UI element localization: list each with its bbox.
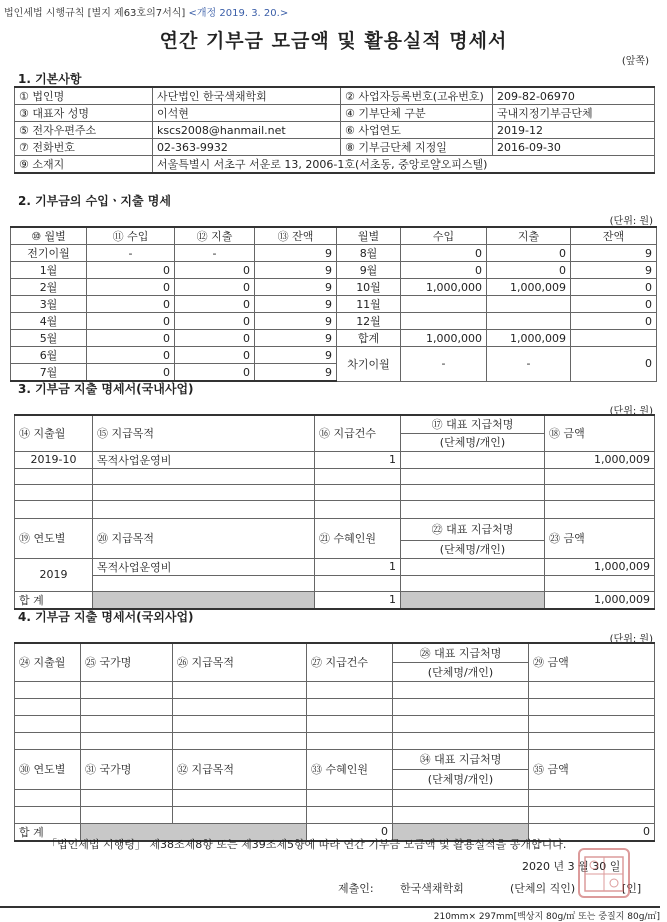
total-balance (571, 330, 657, 347)
header-count: ㉗ 지급건수 (307, 643, 393, 681)
empty-cell (307, 806, 393, 823)
header-expense-month: ㉔ 지출월 (15, 643, 81, 681)
section-basic-title: 1. 기본사항 (18, 72, 82, 86)
empty-cell (15, 789, 81, 806)
total-count: 1 (315, 591, 401, 609)
month: 11월 (337, 296, 401, 313)
basic-row (15, 139, 655, 156)
month: 4월 (11, 313, 87, 330)
domestic-unit: (단위: 원) (609, 406, 653, 417)
empty-cell (93, 484, 315, 500)
header-expense-month: ⑭ 지출월 (15, 415, 93, 451)
empty-cell (93, 575, 315, 591)
paper-spec: 210mm× 297mm[백상지 80g/㎡ 또는 중질지 80g/㎡] (0, 906, 660, 922)
expense-value: 0 (487, 262, 571, 279)
basic-row (15, 122, 655, 139)
purpose: 목적사업운영비 (93, 558, 315, 575)
empty-cell (93, 468, 315, 484)
domestic-header-row (15, 518, 655, 540)
empty-cell (81, 806, 173, 823)
empty-cell (393, 789, 529, 806)
total-income: 1,000,000 (401, 330, 487, 347)
total-amount: 0 (529, 823, 655, 841)
total-count: 0 (307, 823, 393, 841)
empty-cell (173, 681, 307, 698)
expense-value: - (175, 245, 255, 262)
header-beneficiaries: ㉑ 수혜인원 (315, 518, 401, 558)
month: 12월 (337, 313, 401, 330)
expense-value: 1,000,009 (487, 279, 571, 296)
empty-cell (393, 806, 529, 823)
income-row (11, 296, 657, 313)
value-email: kscs2008@hanmail.net (153, 122, 341, 139)
value-biz-number: 209-82-06970 (493, 87, 655, 105)
header-amount-2: ㉓ 금액 (545, 518, 655, 558)
header-purpose-2: ㉜ 지급목적 (173, 749, 307, 789)
label-phone: ⑦ 전화번호 (15, 139, 153, 156)
income-value: 0 (87, 364, 175, 382)
gray-cell (93, 591, 315, 609)
gray-cell (401, 591, 545, 609)
income-table (10, 226, 657, 382)
income-header-row (11, 227, 657, 245)
income-value: 0 (401, 262, 487, 279)
section-foreign-title: 4. 기부금 지출 명세서(국외사업) (18, 610, 194, 624)
month: 7월 (11, 364, 87, 382)
empty-cell (173, 715, 307, 732)
amount: 1,000,009 (545, 558, 655, 575)
submitter-label: 제출인: (338, 882, 374, 895)
income-row (11, 245, 657, 262)
empty-cell (529, 732, 655, 749)
label-email: ⑤ 전자우편주소 (15, 122, 153, 139)
domestic-row (15, 484, 655, 500)
total-label: 합 계 (15, 591, 93, 609)
empty-cell (393, 681, 529, 698)
empty-cell (401, 500, 545, 518)
header-payee-2: ㉞ 대표 지급처명 (393, 749, 529, 769)
empty-cell (173, 732, 307, 749)
empty-cell (307, 715, 393, 732)
balance-value: 0 (571, 296, 657, 313)
year: 2019 (15, 558, 93, 591)
month: 8월 (337, 245, 401, 262)
domestic-total-row (15, 591, 655, 609)
header-balance: ⑬ 잔액 (255, 227, 337, 245)
empty-cell (545, 484, 655, 500)
balance-value: 9 (255, 364, 337, 382)
month: 3월 (11, 296, 87, 313)
empty-cell (81, 732, 173, 749)
domestic-row (15, 468, 655, 484)
month: 5월 (11, 330, 87, 347)
header-count: ⑯ 지급건수 (315, 415, 401, 451)
expense-value: 0 (175, 347, 255, 364)
value-phone: 02-363-9932 (153, 139, 341, 156)
form-reference (4, 4, 288, 19)
statement: 「법인세법 시행령」 제38조제8항 또는 제39조제5항에 따라 연간 기부금 모금액 및 활용실적을 공개합니다. (46, 838, 567, 851)
income-value: 0 (401, 245, 487, 262)
income-row (11, 262, 657, 279)
expense-value: 0 (175, 279, 255, 296)
empty-cell (15, 698, 81, 715)
amount: 1,000,009 (545, 451, 655, 468)
label-corp-name: ① 법인명 (15, 87, 153, 105)
income-value: 0 (87, 279, 175, 296)
empty-cell (307, 789, 393, 806)
empty-cell (173, 789, 307, 806)
balance-value: 9 (255, 347, 337, 364)
seal-pattern-icon (582, 854, 626, 894)
header-year: ⑲ 연도별 (15, 518, 93, 558)
page-title: 연간 기부금 모금액 및 활용실적 명세서 (159, 30, 508, 52)
expense-month: 2019-10 (15, 451, 93, 468)
empty-cell (401, 575, 545, 591)
value-corp-name: 사단법인 한국색채학회 (153, 87, 341, 105)
expense-value: 0 (487, 245, 571, 262)
income-row (11, 313, 657, 330)
payee (401, 558, 545, 575)
header-payee-sub: (단체명/개인) (401, 433, 545, 451)
empty-cell (393, 732, 529, 749)
income-row (11, 279, 657, 296)
month: 전기이월 (11, 245, 87, 262)
balance-value: 9 (571, 262, 657, 279)
beneficiaries: 1 (315, 558, 401, 575)
carry-over-balance: 0 (571, 347, 657, 382)
section-domestic-title: 3. 기부금 지출 명세서(국내사업) (18, 382, 194, 396)
empty-cell (315, 575, 401, 591)
empty-cell (93, 500, 315, 518)
seal-mark: [인] (622, 882, 642, 895)
balance-value: 9 (255, 262, 337, 279)
label-rep-name: ③ 대표자 성명 (15, 105, 153, 122)
header-expense: ⑫ 지출 (175, 227, 255, 245)
label-fiscal-year: ⑥ 사업연도 (341, 122, 493, 139)
carry-over-income: - (401, 347, 487, 382)
header-country-2: ㉛ 국가명 (81, 749, 173, 789)
empty-cell (393, 698, 529, 715)
foreign-table (14, 642, 655, 842)
empty-cell (15, 806, 81, 823)
total-label: 합계 (337, 330, 401, 347)
foreign-header-row (15, 643, 655, 662)
domestic-header-row (15, 415, 655, 433)
foreign-row (15, 698, 655, 715)
empty-cell (173, 806, 307, 823)
basic-row (15, 87, 655, 105)
header-payee: ⑰ 대표 지급처명 (401, 415, 545, 433)
empty-cell (15, 500, 93, 518)
domestic-row (15, 575, 655, 591)
empty-cell (15, 732, 81, 749)
header-amount: ㉙ 금액 (529, 643, 655, 681)
label-org-type: ④ 기부단체 구분 (341, 105, 493, 122)
basic-row (15, 105, 655, 122)
month: 9월 (337, 262, 401, 279)
label-address: ⑨ 소재지 (15, 156, 153, 174)
header-year: ㉚ 연도별 (15, 749, 81, 789)
label-biz-number: ② 사업자등록번호(고유번호) (341, 87, 493, 105)
balance-value: 0 (571, 313, 657, 330)
empty-cell (529, 806, 655, 823)
balance-value: 0 (571, 279, 657, 296)
header-amount-2: ㉟ 금액 (529, 749, 655, 789)
empty-cell (545, 575, 655, 591)
empty-cell (545, 500, 655, 518)
empty-cell (315, 468, 401, 484)
empty-cell (315, 500, 401, 518)
value-designation-date: 2016-09-30 (493, 139, 655, 156)
balance-value: 9 (255, 245, 337, 262)
income-value: 0 (87, 347, 175, 364)
law-reference: 법인세법 시행규칙 [별지 제63호의7서식] (4, 8, 186, 19)
empty-cell (81, 681, 173, 698)
empty-cell (529, 698, 655, 715)
seal-stamp-icon (578, 848, 630, 898)
basic-row (15, 156, 655, 174)
purpose: 목적사업운영비 (93, 451, 315, 468)
empty-cell (401, 468, 545, 484)
income-value: 1,000,000 (401, 279, 487, 296)
expense-value: 0 (175, 364, 255, 382)
expense-value: 0 (175, 313, 255, 330)
domestic-row (15, 558, 655, 575)
header-purpose-2: ⑳ 지급목적 (93, 518, 315, 558)
balance-value: 9 (255, 313, 337, 330)
foreign-row (15, 681, 655, 698)
empty-cell (173, 698, 307, 715)
expense-value: 0 (175, 330, 255, 347)
expense-value: 0 (175, 262, 255, 279)
header-income-2: 수입 (401, 227, 487, 245)
empty-cell (315, 484, 401, 500)
empty-cell (529, 715, 655, 732)
empty-cell (307, 681, 393, 698)
revision-date: <개정 2019. 3. 20.> (188, 8, 289, 19)
month: 10월 (337, 279, 401, 296)
header-income: ⑪ 수입 (87, 227, 175, 245)
official-seal-label: (단체의 직인) (510, 882, 576, 895)
balance-value: 9 (255, 296, 337, 313)
domestic-table (14, 414, 655, 610)
value-fiscal-year: 2019-12 (493, 122, 655, 139)
submit-date: 2020 년 3 월 30 일 (522, 860, 621, 873)
income-unit: (단위: 원) (609, 216, 653, 227)
header-purpose: ⑮ 지급목적 (93, 415, 315, 451)
empty-cell (307, 732, 393, 749)
balance-value: 9 (571, 245, 657, 262)
empty-cell (15, 715, 81, 732)
header-payee-sub-2: (단체명/개인) (393, 769, 529, 789)
header-payee-sub-2: (단체명/개인) (401, 540, 545, 558)
income-value: 0 (87, 330, 175, 347)
value-org-type: 국내지정기부금단체 (493, 105, 655, 122)
carry-over-expense: - (487, 347, 571, 382)
header-purpose: ㉖ 지급목적 (173, 643, 307, 681)
total-amount: 1,000,009 (545, 591, 655, 609)
header-month-2: 월별 (337, 227, 401, 245)
basic-info-table (14, 86, 655, 174)
value-address: 서울특별시 서초구 서운로 13, 2006-1호(서초동, 중앙로얄오피스텔) (153, 156, 655, 174)
header-payee: ㉘ 대표 지급처명 (393, 643, 529, 662)
expense-value: 0 (175, 296, 255, 313)
income-value (401, 296, 487, 313)
empty-cell (393, 715, 529, 732)
income-row (11, 347, 657, 364)
total-label: 합 계 (15, 823, 81, 841)
empty-cell (81, 698, 173, 715)
front-side-label: (앞쪽) (621, 56, 649, 67)
header-month: ⑩ 월별 (11, 227, 87, 245)
month: 6월 (11, 347, 87, 364)
header-country: ㉕ 국가명 (81, 643, 173, 681)
empty-cell (81, 789, 173, 806)
foreign-row (15, 806, 655, 823)
month: 2월 (11, 279, 87, 296)
header-payee-2: ㉒ 대표 지급처명 (401, 518, 545, 540)
count: 1 (315, 451, 401, 468)
income-value (401, 313, 487, 330)
empty-cell (401, 484, 545, 500)
income-value: 0 (87, 296, 175, 313)
foreign-row (15, 789, 655, 806)
empty-cell (81, 715, 173, 732)
empty-cell (15, 484, 93, 500)
foreign-header-row (15, 749, 655, 769)
header-beneficiaries: ㉝ 수혜인원 (307, 749, 393, 789)
label-designation-date: ⑧ 기부금단체 지정일 (341, 139, 493, 156)
foreign-row (15, 715, 655, 732)
total-expense: 1,000,009 (487, 330, 571, 347)
carry-over-label: 차기이월 (337, 347, 401, 382)
submitter-name: 한국색채학회 (400, 882, 464, 895)
header-balance-2: 잔액 (571, 227, 657, 245)
empty-cell (545, 468, 655, 484)
expense-value (487, 296, 571, 313)
payee (401, 451, 545, 468)
month: 1월 (11, 262, 87, 279)
foreign-unit: (단위: 원) (609, 634, 653, 645)
income-value: 0 (87, 262, 175, 279)
empty-cell (15, 681, 81, 698)
balance-value: 9 (255, 279, 337, 296)
foreign-row (15, 732, 655, 749)
balance-value: 9 (255, 330, 337, 347)
domestic-row (15, 500, 655, 518)
empty-cell (307, 698, 393, 715)
empty-cell (529, 681, 655, 698)
expense-value (487, 313, 571, 330)
income-value: 0 (87, 313, 175, 330)
domestic-row (15, 451, 655, 468)
empty-cell (15, 468, 93, 484)
value-rep-name: 이석현 (153, 105, 341, 122)
income-value: - (87, 245, 175, 262)
section-income-title: 2. 기부금의 수입ㆍ지출 명세 (18, 194, 171, 208)
header-expense-2: 지출 (487, 227, 571, 245)
empty-cell (529, 789, 655, 806)
income-row (11, 330, 657, 347)
header-amount: ⑱ 금액 (545, 415, 655, 451)
header-payee-sub: (단체명/개인) (393, 662, 529, 681)
